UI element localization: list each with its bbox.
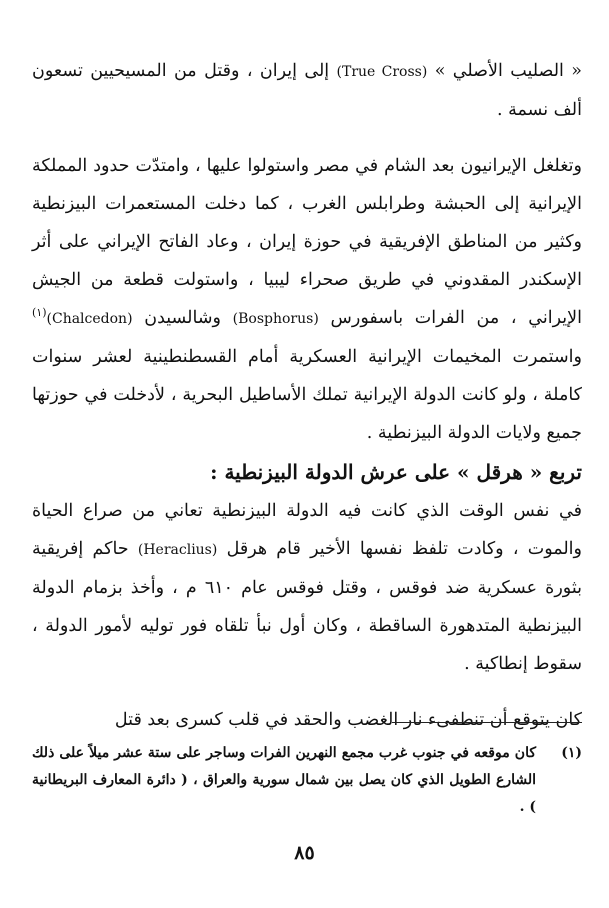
paragraph-text: وشالسيدن: [132, 308, 233, 328]
main-text: [32, 52, 582, 739]
paragraph-text: في نفس الوقت الذي كانت فيه الدولة البيزنطية تعاني من صراع الحياة والموت ، وكادت تلفظ نفسها الأخير قام هرقل: [32, 501, 582, 559]
paragraph-khosrow: كان يتوقع أن تنطفىء نار الغضب والحقد في قلب كسرى بعد قتل: [114, 710, 582, 730]
paragraph-text: وتغلغل الإيرانيون بعد الشام في مصر واستولوا عليها ، وامتدّت حدود المملكة الإيرانية إلى الحبشة وطرابلس الغرب ، كما دخلت المستعمرات البيزنطية وكثير من المناطق الإفريقية في حوزة إيران ، وعاد الفاتح الإيراني على أثر الإسكندر المقدوني في طريق صحراء ليبيا ، واستولت قطعة من الجيش الإيراني ، من الفرات باسفورس: [32, 156, 582, 328]
paragraph-iranian-expansion: [32, 147, 582, 452]
page-number: ٨٥: [294, 842, 315, 864]
footnote-text: كان موقعه في جنوب غرب مجمع النهرين الفرات وساجر على ستة عشر ميلاً على ذلك الشارع الطويل الذي كان يصل بين شمال سورية والعراق ، ( دائرة المعارف البريطانية ) .: [32, 745, 536, 815]
footnote-separator: [392, 722, 582, 723]
latin-term: (True Cross): [336, 64, 428, 80]
latin-term: (Chalcedon): [46, 311, 133, 327]
paragraph-text: حاكم إفريقية بثورة عسكرية ضد فوقس ، وقتل فوقس عام ٦١٠ م ، وأخذ بزمام الدولة البيزنطية المتدهورة الساقطة ، وكان أول نبأ تلقاه فور توليه لأمور الدولة ، سقوط إنطاكية .: [32, 539, 582, 674]
latin-term: (Bosphorus): [232, 311, 319, 327]
paragraph-text: إلى إيران ، وقتل من المسيحيين تسعون ألف نسمة .: [32, 61, 582, 120]
footnote-number: (١): [561, 745, 582, 761]
paragraph-heraclius: [32, 492, 582, 683]
section-heading: تربع « هرقل » على عرش الدولة البيزنطية :: [210, 460, 582, 484]
paragraph-text: « الصليب الأصلي »: [427, 61, 582, 81]
footnote: [32, 740, 582, 821]
latin-term: (Heraclius): [137, 542, 218, 558]
footnote-marker: (١): [32, 306, 47, 320]
paragraph-true-cross: [32, 52, 582, 129]
paragraph-text: واستمرت المخيمات الإيرانية العسكرية أمام القسطنطينية لعشر سنوات كاملة ، ولو كانت الدولة الإيرانية تملك الأساطيل البحرية ، لأدخلت في حوزتها جميع ولايات الدولة البيزنطية .: [32, 347, 582, 443]
